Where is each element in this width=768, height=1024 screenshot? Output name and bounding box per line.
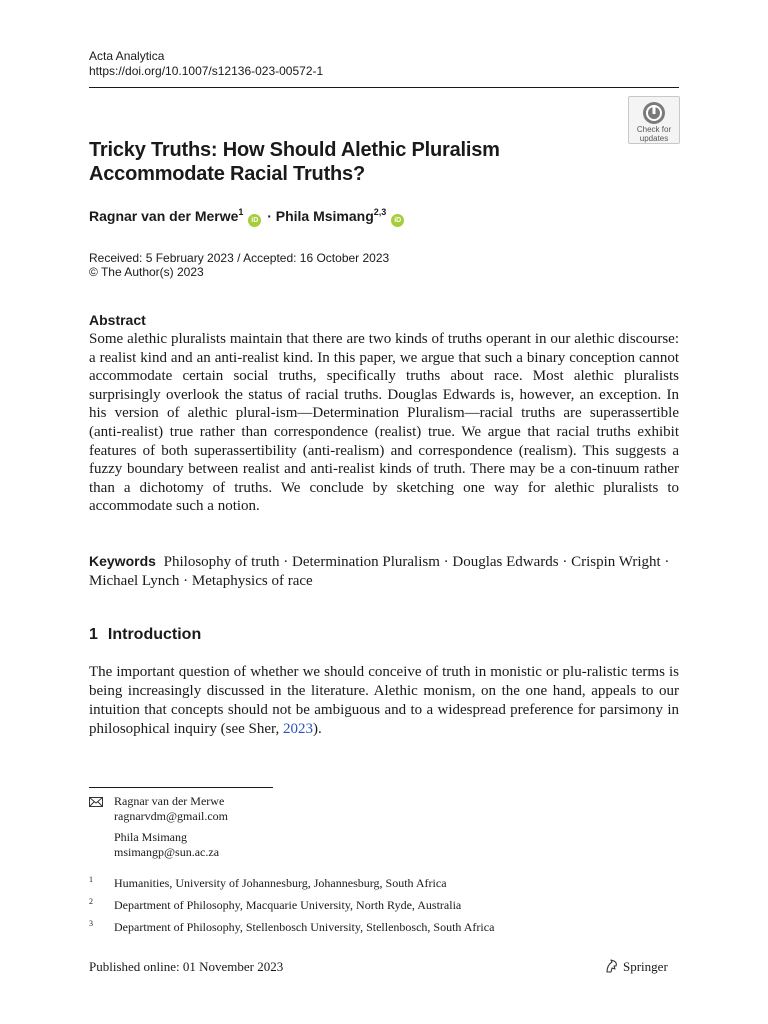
section-number: 1 [89,626,98,643]
author-name[interactable]: Ragnar van der Merwe [89,208,239,224]
badge-line-1: Check for [636,125,672,134]
orcid-icon[interactable]: iD [391,214,404,227]
contact-name: Ragnar van der Merwe [114,794,225,808]
affiliation-number: 1 [89,875,93,884]
publisher-name: Springer [623,959,668,974]
affiliation-number: 2 [89,897,93,906]
contact-email[interactable]: ragnarvdm@gmail.com [114,809,229,823]
affiliation-text: Department of Philosophy, Macquarie University, North Ryde, Australia [114,898,462,912]
contact-email[interactable]: msimangp@sun.ac.za [114,845,220,859]
footnote-rule [89,787,273,788]
published-online: Published online: 01 November 2023 [89,959,284,974]
corresponding-authors [89,794,228,860]
orcid-icon[interactable]: iD [248,214,261,227]
section-heading [89,625,201,644]
affiliation [89,920,679,935]
affiliation [89,876,679,891]
paper-title: Tricky Truths: How Should Alethic Pluralism Accommodate Racial Truths? [89,139,500,185]
author-separator: · [267,208,272,224]
keywords [89,552,679,591]
journal-header [89,49,323,79]
citation-link[interactable]: 2023 [282,721,313,737]
publisher-logo[interactable] [604,958,668,975]
contact-block [114,794,228,824]
intro-paragraph [89,663,679,739]
check-for-updates-badge[interactable] [628,96,680,144]
received-accepted: Received: 5 February 2023 / Accepted: 16 October 2023 [89,251,390,265]
intro-tail: ). [312,721,322,737]
publication-dates [89,251,389,279]
badge-line-2: updates [639,134,669,143]
abstract-heading: Abstract [89,312,146,328]
affiliation-number: 3 [89,919,93,928]
author-list [89,207,406,227]
author-name[interactable]: Phila Msimang [275,208,374,224]
abstract-text: Some alethic pluralists maintain that there are two kinds of truths operant in our alethic discourse: a realist kind and an anti-realist kind. In this paper, we argue that such a binary conception cannot accommodate certain social truths, specifically truths about race. Most alethic pluralists surprisingly overlook the status of racial truths. Douglas Edwards is, however, an exception. In his version of alethic plural-ism—Determination Pluralism—racial truths are superassertible (anti-realist) true rather than correspondence (realist) true. We argue that racial truths exhibit features of both superassertibility (anti-realism) and correspondence (realism). This suggests a fuzzy boundary between realist and anti-realist kinds of truth. There may be a con-tinuum rather than a dichotomy of truths. We conclude by sketching one way for alethic pluralists to accommodate such a notion. [89,331,679,515]
affiliation-text: Department of Philosophy, Stellenbosch University, Stellenbosch, South Africa [114,920,495,934]
mail-icon [89,797,103,807]
section-title: Introduction [107,626,202,643]
author-affil-sup: 1 [238,207,244,217]
keywords-label: Keywords [89,553,156,569]
check-updates-icon [642,101,666,125]
springer-horse-icon [604,958,620,974]
intro-text: The important question of whether we should conceive of truth in monistic or plu-ralistic terms is being increasingly discussed in the literature. Alethic monism, on the one hand, appeals to our intuition that concepts should not be ambiguous and to a widespread preference for parsimony in philosophical inquiry (see Sher, [89,664,679,737]
contact-block [114,830,228,860]
contact-name: Phila Msimang [114,830,188,844]
affiliation [89,898,679,913]
copyright: © The Author(s) 2023 [89,265,204,279]
keywords-text: Philosophy of truth · Determination Pluralism · Douglas Edwards · Crispin Wright · Michael Lynch · Metaphysics of race [89,554,670,589]
doi-link[interactable]: https://doi.org/10.1007/s12136-023-00572-1 [89,64,324,78]
affiliation-text: Humanities, University of Johannesburg, Johannesburg, South Africa [114,876,447,890]
author-affil-sup: 2,3 [373,207,387,217]
header-rule [89,87,679,88]
journal-name: Acta Analytica [89,49,165,63]
